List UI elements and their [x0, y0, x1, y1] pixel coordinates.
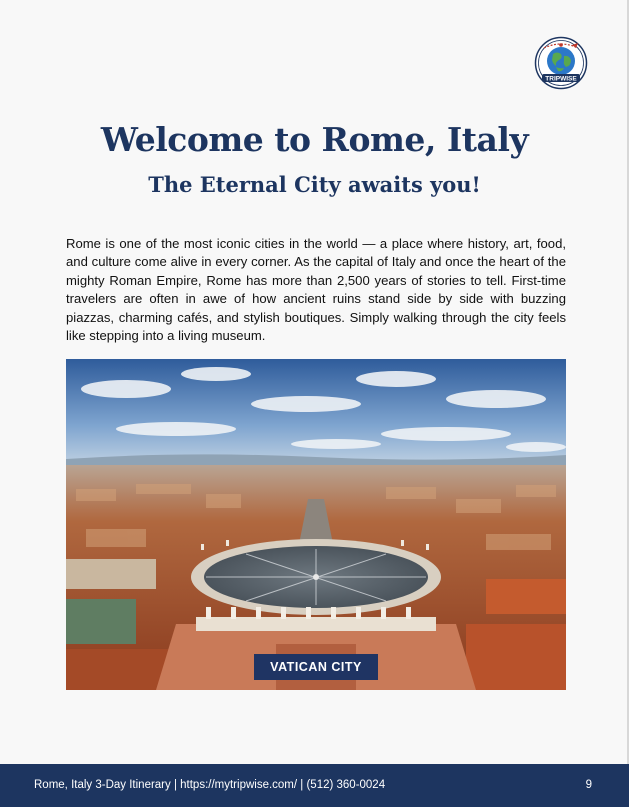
page-number: 9: [585, 779, 592, 791]
page-title: Welcome to Rome, Italy: [100, 120, 529, 159]
footer-info: Rome, Italy 3-Day Itinerary | https://mytripwise.com/ | (512) 360-0024: [34, 779, 386, 791]
page-subtitle: The Eternal City awaits you!: [148, 172, 481, 197]
vatican-city-photo: [66, 359, 566, 690]
globe-plane-icon: [534, 36, 588, 90]
intro-paragraph: Rome is one of the most iconic cities in the world — a place where history, art, food, and culture come alive in every corner. As the capital of Italy and once the heart of the mighty Roman Empire, Rome has more than 2,500 years of stories to tell. First-time travelers are often in awe of how ancient ruins stand side by side with buzzing piazzas, charming cafés, and stylish boutiques. Simply walking through the city feels like stepping into a living museum.: [66, 236, 566, 344]
tripwise-logo: [534, 36, 588, 90]
page-footer: [0, 764, 629, 807]
photo-caption: VATICAN CITY: [254, 654, 378, 680]
svg-text:TRIPWISE: TRIPWISE: [545, 75, 577, 83]
